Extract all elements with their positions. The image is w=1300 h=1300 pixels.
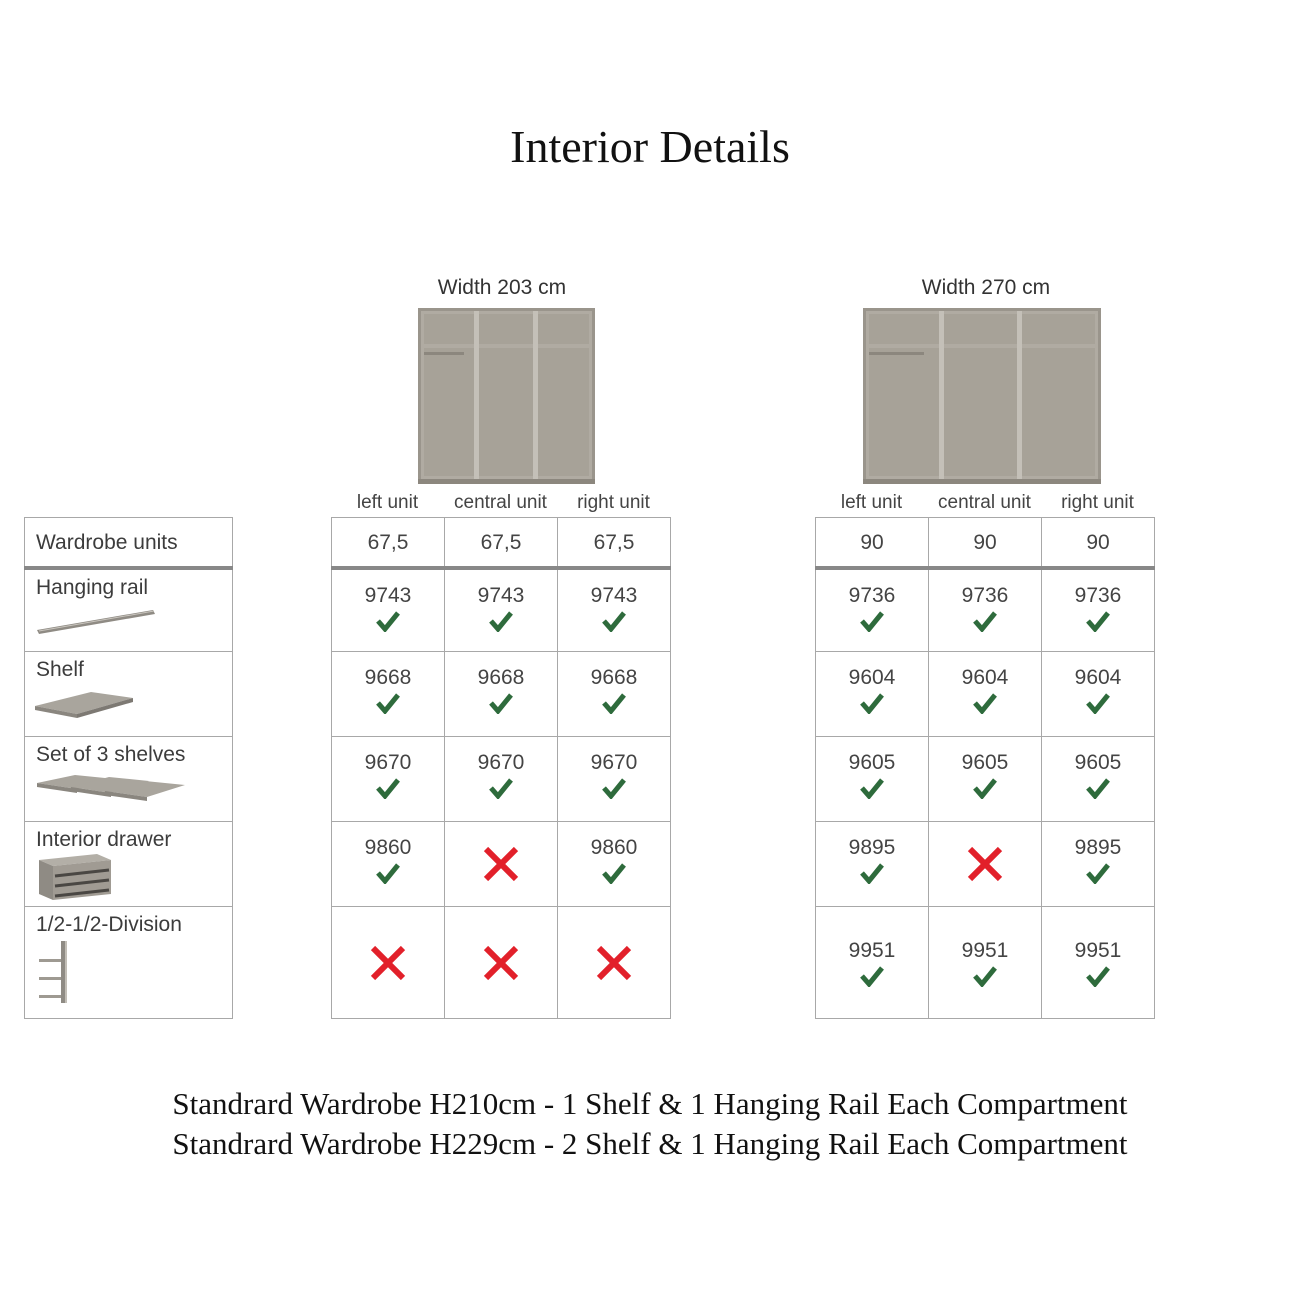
unit-value: 67,5	[480, 531, 522, 554]
check-icon	[488, 692, 514, 714]
grid-203	[331, 517, 671, 1019]
article-number: 9670	[590, 751, 638, 774]
division-icon	[35, 937, 115, 1007]
check-icon	[859, 862, 885, 884]
check-icon	[1085, 862, 1111, 884]
check-icon	[601, 610, 627, 632]
footer-line-1: Standrard Wardrobe H210cm - 1 Shelf & 1 Hanging Rail Each Compartment	[172, 1086, 1128, 1121]
width-label-203: Width 203 cm	[437, 276, 567, 299]
set-of-3-shelves-icon	[35, 767, 215, 807]
article-number: 9670	[364, 751, 412, 774]
article-number: 9668	[477, 666, 525, 689]
article-number: 9604	[848, 666, 896, 689]
cross-icon	[483, 945, 519, 981]
article-number: 9895	[848, 836, 896, 859]
article-number: 9670	[477, 751, 525, 774]
shelf-icon	[33, 682, 163, 722]
row-label-set-of-3-shelves: Set of 3 shelves	[36, 743, 186, 766]
check-icon	[859, 692, 885, 714]
article-number: 9951	[848, 938, 896, 962]
check-icon	[859, 965, 885, 987]
check-icon	[375, 610, 401, 632]
article-number: 9604	[1074, 666, 1122, 689]
col-labels-203	[331, 492, 670, 514]
unit-value: 67,5	[593, 531, 635, 554]
check-icon	[375, 692, 401, 714]
article-number: 9743	[364, 583, 412, 607]
article-number: 9895	[1074, 836, 1122, 859]
article-number: 9668	[364, 666, 412, 689]
article-number: 9743	[477, 583, 525, 607]
col-label-right: right unit	[1061, 492, 1134, 513]
article-number: 9743	[590, 583, 638, 607]
col-label-left: left unit	[840, 492, 903, 513]
row-label-wardrobe-units: Wardrobe units	[36, 531, 178, 554]
unit-value: 90	[860, 531, 884, 554]
check-icon	[1085, 692, 1111, 714]
unit-value: 90	[1086, 531, 1110, 554]
row-label-interior-drawer: Interior drawer	[36, 828, 172, 851]
article-number: 9605	[961, 751, 1009, 774]
check-icon	[601, 777, 627, 799]
page-title: Interior Details	[510, 121, 790, 172]
check-icon	[488, 610, 514, 632]
article-number: 9860	[364, 836, 412, 859]
row-label-division: 1/2-1/2-Division	[36, 913, 182, 936]
article-number: 9605	[848, 751, 896, 774]
cross-icon	[967, 846, 1003, 882]
wardrobe-270-image	[863, 308, 1101, 484]
article-number: 9668	[590, 666, 638, 689]
interior-drawer-icon	[37, 852, 167, 900]
col-label-right: right unit	[577, 492, 650, 513]
row-label-hanging-rail: Hanging rail	[36, 575, 149, 599]
check-icon	[1085, 610, 1111, 632]
article-number: 9604	[961, 666, 1009, 689]
check-icon	[972, 692, 998, 714]
unit-value: 67,5	[367, 531, 409, 554]
article-number: 9736	[1074, 583, 1122, 607]
cross-icon	[370, 945, 406, 981]
col-label-left: left unit	[356, 492, 419, 513]
row-label-table	[24, 517, 233, 1019]
row-label-shelf: Shelf	[36, 658, 84, 681]
article-number: 9605	[1074, 751, 1122, 774]
check-icon	[488, 777, 514, 799]
footer-line-2: Standrard Wardrobe H229cm - 2 Shelf & 1 Hanging Rail Each Compartment	[172, 1126, 1128, 1161]
check-icon	[601, 692, 627, 714]
check-icon	[375, 777, 401, 799]
cross-icon	[483, 846, 519, 882]
hanging-rail-icon	[35, 600, 165, 636]
width-label-270: Width 270 cm	[921, 276, 1051, 299]
check-icon	[375, 862, 401, 884]
unit-value: 90	[973, 531, 997, 554]
check-icon	[601, 862, 627, 884]
check-icon	[1085, 965, 1111, 987]
article-number: 9736	[961, 583, 1009, 607]
col-label-central: central unit	[454, 492, 547, 513]
article-number: 9951	[1074, 938, 1122, 962]
check-icon	[972, 777, 998, 799]
check-icon	[859, 610, 885, 632]
check-icon	[972, 965, 998, 987]
check-icon	[859, 777, 885, 799]
col-label-central: central unit	[938, 492, 1031, 513]
article-number: 9951	[961, 938, 1009, 962]
check-icon	[972, 610, 998, 632]
check-icon	[1085, 777, 1111, 799]
article-number: 9860	[590, 836, 638, 859]
cross-icon	[596, 945, 632, 981]
article-number: 9736	[848, 583, 896, 607]
wardrobe-203-image	[418, 308, 595, 484]
grid-270	[815, 517, 1155, 1019]
col-labels-270	[815, 492, 1154, 514]
